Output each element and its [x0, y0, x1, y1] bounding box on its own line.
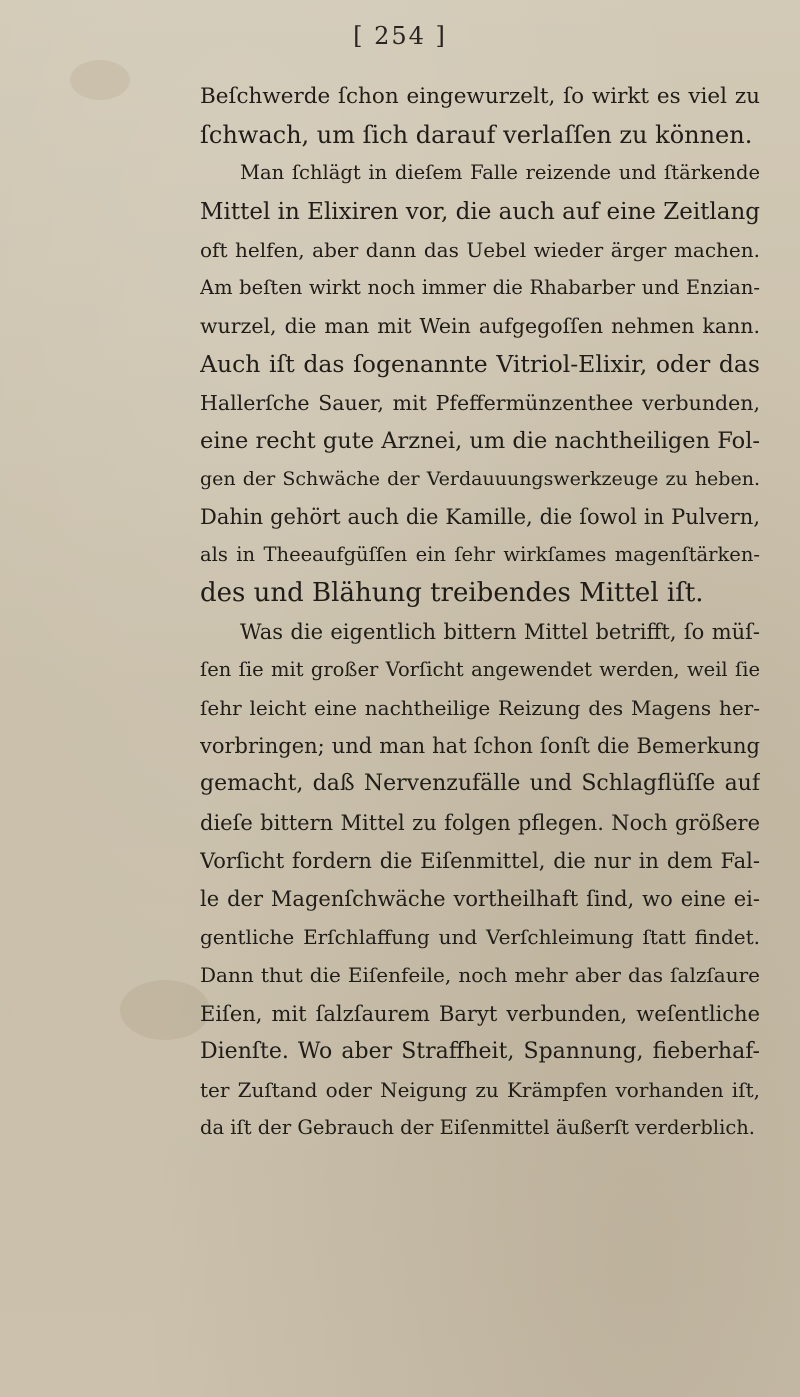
text-line: Vorſicht fordern die Eiſenmittel, die nur in dem Fal-	[200, 848, 760, 873]
text-line: eine recht gute Arznei, um die nachtheiligen Fol-	[200, 427, 760, 454]
text-line: wurzel, die man mit Wein aufgegoſſen nehmen kann.	[200, 314, 760, 339]
text-line: Hallerſche Sauer, mit Pfeffermünzenthee verbunden,	[200, 390, 760, 415]
text-line: le der Magenſchwäche vortheilhaft ſind, wo eine ei-	[200, 886, 760, 911]
text-line: ſen ſie mit großer Vorſicht angewendet werden, weil ſie	[200, 657, 760, 681]
text-line: oft helfen, aber dann das Uebel wieder ärger machen.	[200, 237, 760, 262]
text-line: Beſchwerde ſchon eingewurzelt, ſo wirkt es viel zu	[200, 84, 760, 109]
text-line: Dann thut die Eiſenfeile, noch mehr aber das ſalzſaure	[200, 963, 760, 988]
text-line: gen der Schwäche der Verdauuungswerkzeuge zu heben.	[200, 467, 760, 490]
text-body	[200, 78, 760, 1147]
text-line: dieſe bittern Mittel zu folgen pflegen. Noch größere	[200, 810, 760, 835]
paper-stain	[120, 980, 210, 1040]
text-line: gentliche Erſchlaffung und Verſchleimung ſtatt findet.	[200, 925, 760, 950]
text-line: da iſt der Gebrauch der Eiſenmittel äußerſt verderblich.	[200, 1116, 756, 1140]
text-line: Mittel in Elixiren vor, die auch auf eine Zeitlang	[200, 198, 760, 225]
paper-stain	[70, 60, 130, 100]
text-line: Dienſte. Wo aber Straffheit, Spannung, fieberhaf-	[200, 1038, 760, 1064]
text-line: Was die eigentlich bittern Mittel betrifft, ſo müſ-	[240, 619, 760, 644]
text-line: Eiſen, mit ſalzſaurem Baryt verbunden, weſentliche	[200, 1001, 760, 1026]
text-line: Man ſchlägt in dieſem Falle reizende und ſtärkende	[240, 161, 760, 185]
text-line: ter Zuſtand oder Neigung zu Krämpfen vorhanden iſt,	[200, 1077, 760, 1102]
text-line: als in Theeaufgüſſen ein ſehr wirkſames magenſtärken-	[200, 543, 760, 567]
text-line: des und Blähung treibendes Mittel iſt.	[200, 578, 704, 609]
page-number: [ 254 ]	[353, 22, 447, 50]
text-line: vorbringen; und man hat ſchon ſonſt die Bemerkung	[200, 734, 760, 759]
text-line: Auch iſt das ſogenannte Vitriol-Elixir, oder das	[200, 350, 760, 379]
text-line: Am beſten wirkt noch immer die Rhabarber und Enzian-	[200, 275, 760, 299]
text-line: Dahin gehört auch die Kamille, die ſowol in Pulvern,	[200, 505, 760, 530]
text-line: gemacht, daß Nervenzufälle und Schlagflüſſe auf	[200, 771, 760, 797]
text-line: ſchwach, um ſich darauf verlaſſen zu können.	[200, 121, 753, 150]
text-line: ſehr leicht eine nachtheilige Reizung des Magens her-	[200, 696, 760, 720]
